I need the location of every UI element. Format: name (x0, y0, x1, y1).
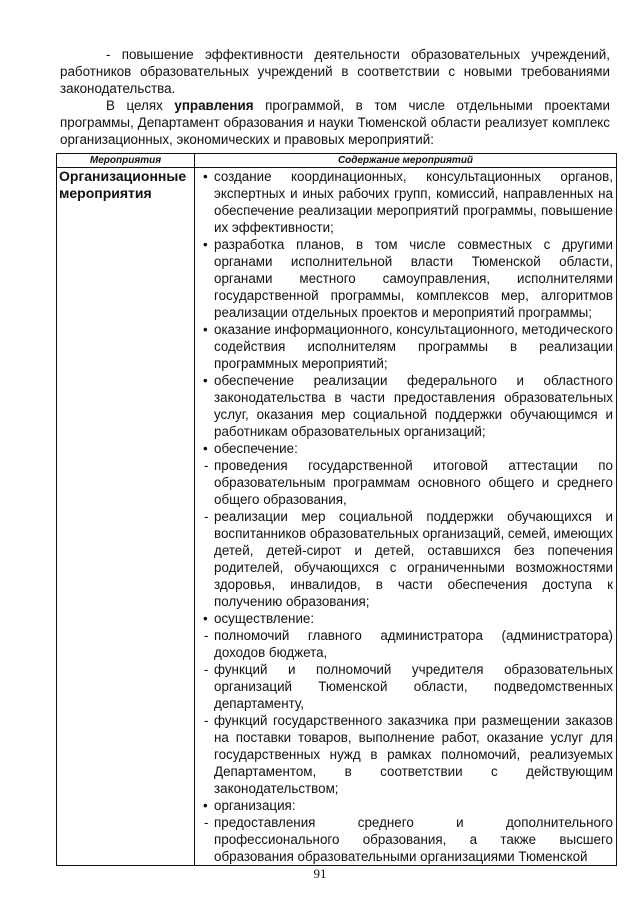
bullet-icon: • (203, 441, 208, 456)
list-item-text: создание координационных, консультационных органов, экспертных и иных рабочих групп, комиссий, направленных на обеспечение реализации мероприятий программы, повышение их эффективности; (214, 169, 613, 235)
dash-icon: - (204, 628, 209, 643)
list-item (197, 236, 613, 321)
bullet-icon: • (203, 322, 208, 337)
sub-list-item (197, 814, 613, 865)
dash-icon: - (204, 815, 209, 830)
list-item-text: оказание информационного, консультационного, методического содействия исполнителям программы в реализации программных мероприятий; (214, 322, 613, 371)
sub-list-item (197, 627, 613, 661)
dash-icon: - (204, 509, 209, 524)
list-item (197, 440, 613, 457)
dash-icon: - (204, 662, 209, 677)
dash-icon: - (204, 458, 209, 473)
table-row (57, 168, 617, 866)
sub-list-item-text: реализации мер социальной поддержки обучающихся и воспитанников образовательных организаций, семей, имеющих детей, детей-сирот и детей, оставшихся без попечения родителей, обучающихся с ограниченными возможностями здоровья, инвалидов, в части обеспечения доступа к получению образования; (214, 509, 613, 609)
paragraph-text-end: программой, в том числе отдельными проектами программы, Департамент образования и науки Тюменской области реализует комплекс организационных, экономических и правовых мероприятий: (60, 98, 610, 147)
bullet-icon: • (203, 798, 208, 813)
sub-list-item-text: функций государственного заказчика при размещении заказов на поставки товаров, выполнение работ, оказание услуг для государственных нужд в рамках полномочий, реализуемых Департаментом, в соответствии с действующим законодательством; (214, 713, 613, 796)
dash-icon: - (204, 713, 209, 728)
sub-list-item-text: проведения государственной итоговой аттестации по образовательным программам основного общего и среднего общего образования, (214, 458, 613, 507)
table-header-content: Содержание мероприятий (195, 154, 617, 168)
list-item (197, 372, 613, 440)
sub-list-item (197, 661, 613, 712)
bullet-icon: • (203, 611, 208, 626)
paragraph-text-start: В целях (106, 98, 175, 113)
sub-list-item-text: полномочий главного администратора (администратора) доходов бюджета, (214, 628, 613, 660)
list-item (197, 610, 613, 627)
sub-list-item (197, 712, 613, 797)
list-item-text: организация: (214, 798, 296, 813)
measures-table (56, 153, 617, 866)
list-item (197, 321, 613, 372)
paragraph-management (60, 97, 610, 148)
paragraph-bold-term: управления (174, 98, 254, 113)
bullet-icon: • (203, 169, 208, 184)
page-number: 91 (313, 866, 327, 881)
paragraph-efficiency (60, 46, 610, 97)
sub-list-item (197, 508, 613, 610)
list-item (197, 797, 613, 814)
list-item-text: обеспечение: (214, 441, 298, 456)
list-item (197, 168, 613, 236)
paragraph-text: - повышение эффективности деятельности образовательных учреждений, работников образовательных учреждений в соответствии с новыми требованиями законодательства. (60, 47, 610, 96)
table-header-row (57, 154, 617, 168)
sub-list-item-text: предоставления среднего и дополнительного профессионального образования, а также высшего образования образовательными организациями Тюменской (214, 815, 613, 864)
content-cell (195, 168, 617, 866)
table-header-measures: Мероприятия (57, 154, 195, 168)
bullet-icon: • (203, 373, 208, 388)
list-item-text: обеспечение реализации федерального и областного законодательства в части предоставления образовательных услуг, оказания мер социальной поддержки обучающимся и работникам образовательных организаций; (214, 373, 613, 439)
list-item-text: разработка планов, в том числе совместных с другими органами исполнительной власти Тюменской области, органами местного самоуправления, исполнителями государственной программы, комплексов мер, алгоритмов реализации отдельных проектов и мероприятий программы; (214, 237, 613, 320)
list-item-text: осуществление: (214, 611, 315, 626)
bullet-icon: • (203, 237, 208, 252)
sub-list-item-text: функций и полномочий учредителя образовательных организаций Тюменской области, подведомственных департаменту, (214, 662, 613, 711)
sub-list-item (197, 457, 613, 508)
category-cell: Организационные мероприятия (57, 168, 195, 866)
